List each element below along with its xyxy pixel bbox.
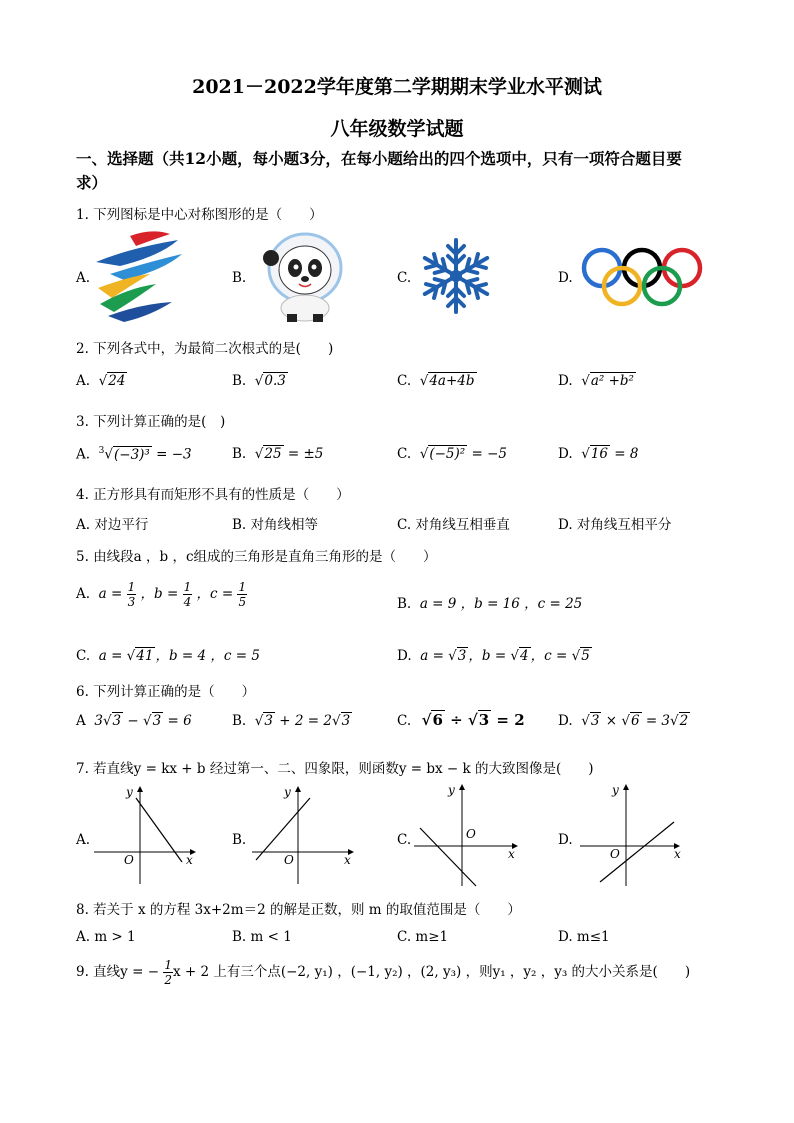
radicand: 3 <box>152 713 162 729</box>
expression: a = <box>420 648 444 664</box>
y-axis-label: y <box>126 785 133 799</box>
option-label: D. <box>397 648 412 664</box>
q2-option-a[interactable]: A. √24 <box>76 373 126 389</box>
option-label: D. <box>558 713 573 729</box>
question-2-stem: 2. 下列各式中，为最简二次根式的是( ) <box>76 341 334 357</box>
option-label: B. <box>232 373 247 389</box>
q1-option-b-label: B. <box>232 270 247 286</box>
option-label: A. <box>76 446 91 463</box>
q7-graph-c <box>412 782 524 888</box>
option-label: A <box>76 713 86 729</box>
expression: ，b = <box>468 648 507 664</box>
q7-graph-a <box>92 784 202 886</box>
expression: = 2 <box>491 711 525 729</box>
option-label: B. <box>232 446 247 462</box>
option-label: C. <box>76 648 91 664</box>
y-axis-label: y <box>612 783 619 797</box>
expression: ，c = <box>530 648 568 664</box>
q4-option-b[interactable]: B. 对角线相等 <box>232 517 319 533</box>
option-label: A. <box>76 586 91 602</box>
option-label: D. <box>558 373 573 389</box>
option-label: C. <box>397 373 412 389</box>
fraction: $\frac{1}{2}$ <box>164 958 172 987</box>
expression: = −5 <box>467 446 507 462</box>
q5-option-c[interactable]: C. a = √41 ，b = 4 ，c = 5 <box>76 648 260 664</box>
stem-text: 9. 直线y = − <box>76 964 160 980</box>
question-6-stem: 6. 下列计算正确的是（ ） <box>76 684 256 700</box>
stem-text: x + 2 上有三个点(−2, y₁) ，(−1, y₂) ，(2, y₃) ，则y₁ ，y₂ ，y₃ 的大小关系是( ) <box>172 964 691 980</box>
q4-option-c[interactable]: C. 对角线互相垂直 <box>397 517 510 533</box>
radicand: 4 <box>520 648 529 664</box>
q7-option-c-label: C. <box>397 832 412 848</box>
q8-option-d[interactable]: D. m≤1 <box>558 929 610 945</box>
fraction: $\frac{1}{3}$ <box>127 580 136 609</box>
question-4-stem: 4. 正方形具有而矩形不具有的性质是（ ） <box>76 487 350 503</box>
question-8-stem: 8. 若关于 x 的方程 3x+2m＝2 的解是正数，则 m 的取值范围是（ ） <box>76 902 521 918</box>
section-heading: 一、选择题（共12小题，每小题3分，在每小题给出的四个选项中，只有一项符合题目要 <box>76 149 682 168</box>
q7-option-d-label: D. <box>558 832 573 848</box>
radicand: a² +b² <box>590 373 634 389</box>
q2-option-b[interactable]: B. √0.3 <box>232 373 286 389</box>
q8-option-c[interactable]: C. m≥1 <box>397 929 449 945</box>
expression: ÷ <box>444 711 468 729</box>
snowflake-icon <box>418 234 494 318</box>
radicand: (−3)³ <box>113 446 150 463</box>
question-1-stem: 1. 下列图标是中心对称图形的是（ ） <box>76 207 323 223</box>
radicand: 4a+4b <box>429 373 475 389</box>
radicand: 5 <box>581 648 590 664</box>
x-axis-label: x <box>508 847 515 861</box>
expression: + 2 = 2 <box>275 713 332 729</box>
q5-option-b[interactable] <box>397 592 582 612</box>
q6-option-a[interactable]: A 3√3 − √3 = 6 <box>76 713 192 729</box>
q4-option-a[interactable]: A. 对边平行 <box>76 517 149 533</box>
question-7-stem: 7. 若直线y = kx + b 经过第一、二、四象限，则函数y = bx − k 的大致图像是( ) <box>76 761 594 777</box>
radicand: 3 <box>341 713 351 729</box>
q7-option-a-label: A. <box>76 832 91 848</box>
expression: ，c = <box>196 586 234 602</box>
origin-label: O <box>284 853 294 867</box>
radicand: 3 <box>457 648 467 664</box>
page-subtitle: 八年级数学试题 <box>330 118 464 140</box>
fraction: $\frac{1}{4}$ <box>183 580 192 609</box>
radicand: (−5)² <box>429 446 466 462</box>
q6-option-d[interactable]: D. √3 × √6 = 3√2 <box>558 713 689 729</box>
y-axis-label: y <box>448 783 455 797</box>
question-5-stem: 5. 由线段a ，b ，c组成的三角形是直角三角形的是（ ） <box>76 549 437 565</box>
q6-option-b[interactable]: B. √3 + 2 = 2√3 <box>232 713 351 729</box>
q1-option-c-label: C. <box>397 270 412 286</box>
q5-option-d[interactable]: D. a = √3 ，b = √4 ，c = √5 <box>397 648 590 664</box>
q5-option-a[interactable] <box>76 580 247 609</box>
expression: = 8 <box>610 446 639 462</box>
radicand: 3 <box>478 711 490 729</box>
expression: ，b = <box>140 586 179 602</box>
olympic-rings-icon <box>580 246 706 308</box>
y-axis-label: y <box>284 785 291 799</box>
origin-label: O <box>466 827 476 841</box>
radicand: 6 <box>630 713 640 729</box>
winter-games-emblem-icon <box>90 228 186 322</box>
expression: a = <box>98 586 123 602</box>
expression: × <box>601 713 622 729</box>
q3-option-a[interactable]: A. $^3$√(−3)³ = −3 <box>76 446 192 463</box>
question-3-stem: 3. 下列计算正确的是( ) <box>76 414 226 430</box>
root-index: 3 <box>98 446 105 456</box>
radicand: 2 <box>679 713 689 729</box>
q3-option-c[interactable]: C. √(−5)² = −5 <box>397 446 507 462</box>
expression: ，b = 4 ，c = 5 <box>155 648 260 664</box>
q1-option-a-label: A. <box>76 270 91 286</box>
q2-option-c[interactable]: C. √4a+4b <box>397 373 475 389</box>
radicand: 41 <box>136 648 154 664</box>
x-axis-label: x <box>344 853 351 867</box>
expression: a = 9 ，b = 16 ，c = 25 <box>419 596 583 612</box>
q7-graph-d <box>578 782 688 888</box>
radicand: 24 <box>108 373 126 389</box>
q3-option-d[interactable]: D. √16 = 8 <box>558 446 639 462</box>
expression: = 3 <box>641 713 671 729</box>
fraction: $\frac{1}{5}$ <box>238 580 247 609</box>
q1-option-d-label: D. <box>558 270 573 286</box>
radicand: 16 <box>590 446 609 462</box>
panda-mascot-icon <box>257 228 353 323</box>
radicand: 3 <box>112 713 122 729</box>
q4-option-d[interactable]: D. 对角线互相平分 <box>558 517 672 533</box>
option-label: B. <box>397 596 412 612</box>
radicand: 6 <box>432 711 443 729</box>
expression: − <box>123 713 144 729</box>
option-label: C. <box>397 713 412 729</box>
q8-option-b[interactable]: B. m < 1 <box>232 929 292 945</box>
radicand: 3 <box>264 713 273 729</box>
q3-option-b[interactable]: B. √25 = ±5 <box>232 446 324 462</box>
radicand: 0.3 <box>264 373 286 389</box>
section-heading-cont: 求） <box>76 173 108 192</box>
option-label: B. <box>232 713 247 729</box>
expression: = 6 <box>163 713 192 729</box>
page-title: 2021－2022学年度第二学期期末学业水平测试 <box>192 76 602 98</box>
q8-option-a[interactable]: A. m > 1 <box>76 929 136 945</box>
origin-label: O <box>124 853 134 867</box>
expression: 3 <box>94 713 103 729</box>
option-label: D. <box>558 446 573 462</box>
x-axis-label: x <box>186 853 193 867</box>
q2-option-d[interactable]: D. √a² +b² <box>558 373 634 389</box>
q6-option-c[interactable]: C. √6 ÷ √3 = 2 <box>397 711 525 729</box>
radicand: 3 <box>590 713 600 729</box>
q7-option-b-label: B. <box>232 832 247 848</box>
option-label: A. <box>76 373 91 389</box>
x-axis-label: x <box>674 847 681 861</box>
question-9-stem <box>76 958 690 987</box>
expression: = −3 <box>151 446 192 463</box>
origin-label: O <box>610 847 620 861</box>
option-label: C. <box>397 446 412 462</box>
q7-graph-b <box>250 784 360 886</box>
radicand: 25 <box>264 446 282 462</box>
expression: = ±5 <box>283 446 324 462</box>
expression: a = <box>98 648 123 664</box>
